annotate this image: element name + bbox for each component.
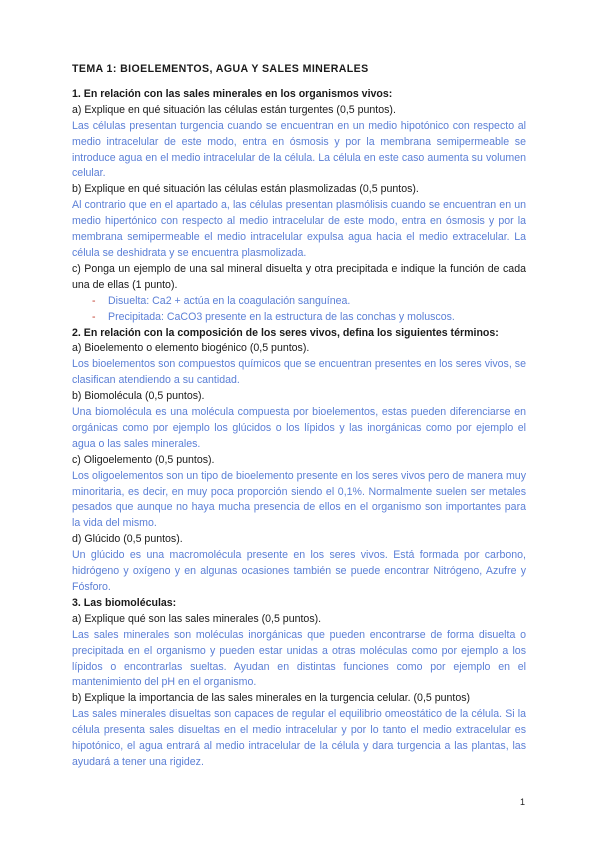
- question-2a: a) Bioelemento o elemento biogénico (0,5 puntos).: [72, 342, 310, 355]
- answer-2d: Un glúcido es una macromolécula presente en los seres vivos. Está formada por carbono, hidrógeno y oxígeno y en algunas ocasiones también se puede encontrar Nitrógeno, Azufre y Fósforo.: [72, 549, 526, 593]
- answer-1b: Al contrario que en el apartado a, las células presentan plasmólisis cuando se encuentran en un medio hipertónico con respecto al medio intracelular de este modo, entra en ósmosis y por la membrana semipermeable el medio intracelular expulsa agua hacia el medio extracelular. La célula se deshidrata y se encuentra plasmolizada.: [72, 199, 526, 259]
- list-item: - Precipitada: CaCO3 presente en la estructura de las conchas y moluscos.: [92, 310, 526, 326]
- answer-3b: Las sales minerales disueltas son capaces de regular el equilibrio omeostático de la célula. Si la célula presenta sales disueltas en el medio intracelular y por lo tanto el medio extracelular es hipotónico, el agua entrará al medio intracelular de la célula y dara turgencia a las plantas, las ayudará a tener una rigidez.: [72, 708, 526, 768]
- answer-3a: Las sales minerales son moléculas inorgánicas que pueden encontrarse de forma disuelta o precipitada en el organismo y pueden estar unidas a otras moléculas como por ejemplo a los lípidos o encontrarlas sueltas. Ayudan en distintas funciones como por ejemplo en el mantenimiento del pH en el organismo.: [72, 628, 526, 689]
- answer-1a: Las células presentan turgencia cuando se encuentran en un medio hipotónico con respecto al medio intracelular de este modo, entra en ósmosis y por la membrana semipermeable se introduce agua en el medio intracelular de la célula. La célula en este caso aumenta su volumen celular.: [72, 119, 526, 180]
- question-2b: b) Biomolécula (0,5 puntos).: [72, 390, 205, 403]
- question-1c: c) Ponga un ejemplo de una sal mineral disuelta y otra precipitada e indique la función de cada una de ellas (1 punto).: [72, 262, 526, 291]
- question-2c: c) Oligoelemento (0,5 puntos).: [72, 453, 215, 466]
- question-1b: b) Explique en qué situación las células están plasmolizadas (0,5 puntos).: [72, 183, 419, 196]
- page-number: 1: [520, 797, 526, 807]
- list-item: - Disuelta: Ca2 + actúa en la coagulación sanguínea.: [92, 294, 526, 310]
- question-2d: d) Glúcido (0,5 puntos).: [72, 533, 183, 546]
- answer-2c: Los oligoelementos son un tipo de bioelemento presente en los seres vivos pero de manera muy minoritaria, es decir, en muy poca proporción siendo el 0,1%. Normalmente suelen ser metales pesados que aunque no haya mucha presencia de ellos en el organismo son importantes para la vida del mismo.: [72, 469, 526, 530]
- answer-2a: Los bioelementos son compuestos químicos que se encuentran presentes en los seres vivos, se clasifican atendiendo a su cantidad.: [72, 358, 526, 387]
- question-3a: a) Explique qué son las sales minerales (0,5 puntos).: [72, 612, 322, 625]
- document-body: [72, 62, 526, 771]
- section-2-heading: 2. En relación con la composición de los seres vivos, defina los siguientes términos:: [72, 326, 499, 339]
- document-title: TEMA 1: BIOELEMENTOS, AGUA Y SALES MINERALES: [72, 63, 369, 75]
- answer-2b: Una biomolécula es una molécula compuesta por bioelementos, estas pueden diferenciarse en orgánicas como por ejemplo los glúcidos o los lípidos y las inorgánicas como por ejemplo el agua o las sales minerales.: [72, 406, 526, 450]
- section-3-heading: 3. Las biomoléculas:: [72, 596, 177, 609]
- answer-1c-list: [72, 294, 526, 326]
- section-1-heading: 1. En relación con las sales minerales en los organismos vivos:: [72, 87, 393, 100]
- question-3b: b) Explique la importancia de las sales minerales en la turgencia celular. (0,5 puntos): [72, 692, 471, 705]
- question-1a: a) Explique en qué situación las células están turgentes (0,5 puntos).: [72, 103, 396, 116]
